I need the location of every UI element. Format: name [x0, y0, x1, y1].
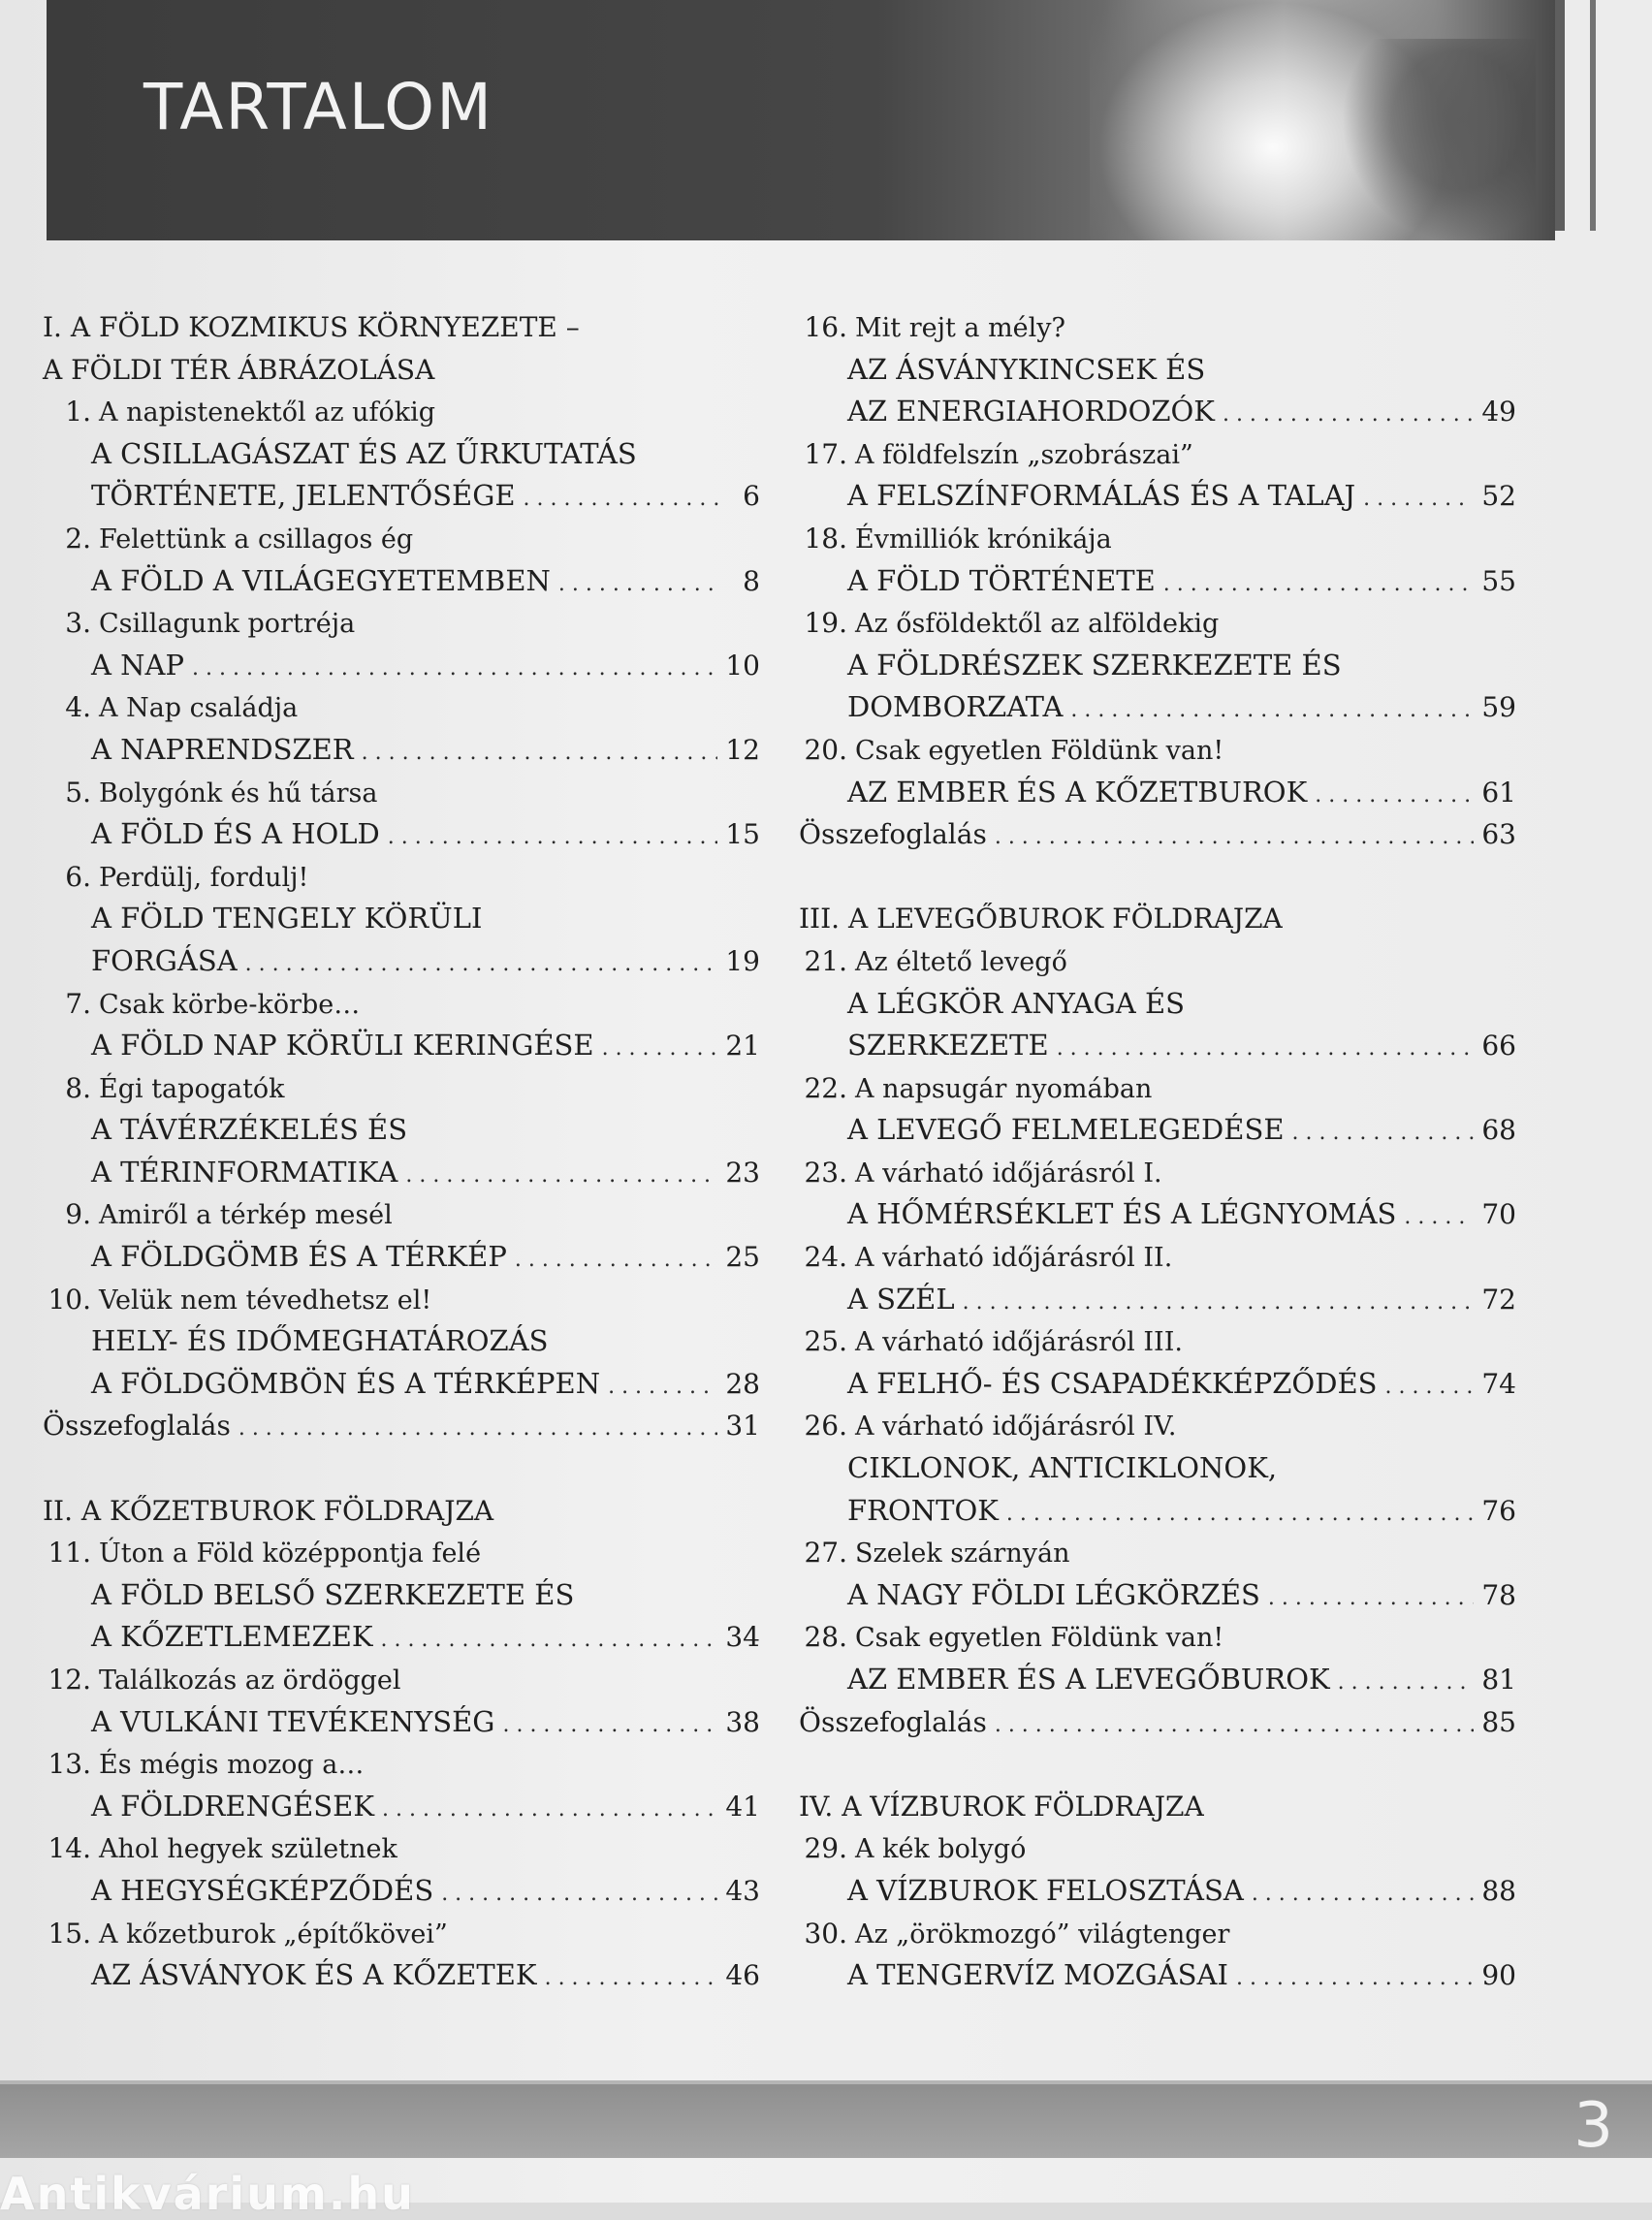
chapter-topic-line — [43, 1109, 760, 1152]
chapter-subtitle-line — [43, 772, 760, 814]
dot-leader — [1404, 1196, 1474, 1239]
chapter-topic: A NAP — [91, 648, 184, 682]
dot-leader — [524, 478, 719, 521]
page-ref: 76 — [1481, 1494, 1516, 1527]
chapter-subtitle-line — [43, 1532, 760, 1574]
chapter-topic: A FÖLDRÉSZEK SZERKEZETE ÉS — [847, 648, 1342, 682]
chapter-topic: A FÖLD TENGELY KÖRÜLI — [91, 902, 483, 936]
page-ref: 23 — [725, 1156, 760, 1189]
header-side-bar-thin — [1590, 0, 1596, 231]
chapter-subtitle: Csak körbe-körbe… — [99, 989, 361, 1020]
chapter-number: 13. — [48, 1748, 91, 1781]
page-ref: 25 — [725, 1241, 760, 1274]
dot-leader — [963, 1282, 1475, 1324]
dot-leader — [1292, 1112, 1475, 1155]
chapter-topic-line — [799, 1447, 1516, 1490]
chapter-number: 5. — [65, 776, 91, 809]
chapter-subtitle-line — [799, 1827, 1516, 1870]
page-ref: 78 — [1481, 1578, 1516, 1611]
dot-leader — [1363, 478, 1474, 521]
chapter-topic-line[interactable] — [799, 1109, 1516, 1152]
chapter-subtitle-line — [799, 602, 1516, 645]
page-ref: 15 — [725, 818, 760, 851]
chapter-topic-line[interactable] — [799, 1025, 1516, 1067]
chapter-subtitle-line — [799, 1320, 1516, 1363]
dot-leader — [1338, 1662, 1475, 1704]
chapter-topic-line[interactable] — [799, 1193, 1516, 1236]
page-ref: 61 — [1481, 776, 1516, 809]
chapter-topic: A FÖLDRENGÉSEK — [91, 1789, 374, 1823]
chapter-topic: AZ ENERGIAHORDOZÓK — [847, 395, 1215, 428]
chapter-subtitle: A várható időjárásról IV. — [855, 1411, 1177, 1443]
page-ref: 21 — [725, 1030, 760, 1062]
chapter-number: 25. — [804, 1325, 847, 1358]
page-ref: 8 — [743, 564, 760, 597]
chapter-subtitle-line — [799, 433, 1516, 476]
chapter-topic: A VÍZBUROK FELOSZTÁSA — [847, 1873, 1244, 1907]
summary-label: Összefoglalás — [43, 1410, 231, 1443]
chapter-subtitle: Felettünk a csillagos ég — [99, 523, 414, 555]
dot-leader — [502, 1704, 717, 1747]
chapter-topic: CIKLONOK, ANTICIKLONOK, — [847, 1451, 1278, 1485]
page-ref: 52 — [1481, 480, 1516, 513]
chapter-subtitle: A kék bolygó — [855, 1834, 1027, 1865]
chapter-subtitle: Amiről a térkép mesél — [99, 1200, 393, 1231]
chapter-subtitle: Csak egyetlen Földünk van! — [855, 1623, 1224, 1654]
chapter-topic: A HEGYSÉGKÉPZŐDÉS — [91, 1873, 434, 1907]
chapter-subtitle: Az éltető levegő — [855, 946, 1067, 977]
section-heading: I. A FÖLD KOZMIKUS KÖRNYEZETE – — [43, 311, 580, 343]
summary-line[interactable] — [799, 813, 1516, 856]
chapter-topic-line — [799, 645, 1516, 687]
chapter-subtitle: A várható időjárásról II. — [855, 1243, 1173, 1274]
section-spacer — [799, 856, 1516, 899]
section-heading: A FÖLDI TÉR ÁBRÁZOLÁSA — [43, 353, 435, 386]
page-ref: 66 — [1481, 1030, 1516, 1062]
chapter-topic-line — [43, 1574, 760, 1617]
chapter-subtitle: Az „örökmozgó” világtenger — [855, 1919, 1230, 1950]
chapter-topic-line[interactable] — [799, 391, 1516, 433]
chapter-topic-line[interactable] — [799, 1490, 1516, 1533]
page-title: TARTALOM — [143, 70, 494, 144]
chapter-topic-line[interactable] — [799, 1363, 1516, 1406]
chapter-topic: A TÁVÉRZÉKELÉS ÉS — [91, 1113, 408, 1147]
chapter-number: 28. — [804, 1621, 847, 1654]
chapter-topic-line[interactable] — [43, 1786, 760, 1828]
dot-leader — [545, 1957, 718, 2000]
chapter-topic-line[interactable] — [799, 1279, 1516, 1321]
chapter-topic: AZ ÁSVÁNYKINCSEK ÉS — [847, 352, 1206, 386]
chapter-topic: DOMBORZATA — [847, 690, 1064, 724]
dot-leader — [382, 1789, 717, 1831]
chapter-subtitle: Csillagunk portréja — [99, 609, 356, 640]
page-ref: 90 — [1481, 1959, 1516, 1992]
chapter-topic: A FÖLDGÖMB ÉS A TÉRKÉP — [91, 1240, 507, 1274]
chapter-topic: SZERKEZETE — [847, 1029, 1049, 1062]
chapter-number: 21. — [804, 944, 847, 977]
chapter-topic-line — [43, 433, 760, 476]
chapter-number: 1. — [65, 396, 91, 428]
dot-leader — [1223, 394, 1474, 436]
chapter-topic: A FÖLD TÖRTÉNETE — [847, 563, 1156, 597]
chapter-topic-line[interactable] — [43, 1152, 760, 1194]
page-ref: 49 — [1481, 396, 1516, 428]
dot-leader — [1268, 1577, 1475, 1620]
chapter-topic: A FÖLD A VILÁGEGYETEMBEN — [91, 563, 551, 597]
chapter-topic-line[interactable] — [43, 1870, 760, 1913]
page-ref: 74 — [1481, 1367, 1516, 1400]
chapter-number: 11. — [48, 1537, 91, 1570]
chapter-topic: AZ ÁSVÁNYOK ÉS A KŐZETEK — [91, 1958, 537, 1992]
dot-leader — [1384, 1366, 1474, 1409]
chapter-subtitle: A várható időjárásról III. — [855, 1327, 1183, 1358]
chapter-subtitle: Csak egyetlen Földünk van! — [855, 735, 1224, 766]
header-side-bar — [1555, 0, 1565, 231]
chapter-subtitle: Találkozás az ördöggel — [99, 1665, 401, 1696]
page-ref: 59 — [1481, 691, 1516, 724]
chapter-subtitle-line — [43, 1659, 760, 1701]
chapter-topic-line[interactable] — [43, 645, 760, 687]
chapter-topic: A NAPRENDSZER — [91, 732, 354, 766]
chapter-subtitle-line — [799, 1616, 1516, 1659]
chapter-subtitle: A várható időjárásról I. — [855, 1158, 1162, 1189]
chapter-topic: A NAGY FÖLDI LÉGKÖRZÉS — [847, 1577, 1260, 1611]
chapter-subtitle-line — [43, 856, 760, 899]
chapter-topic: A HŐMÉRSÉKLET ÉS A LÉGNYOMÁS — [847, 1197, 1397, 1231]
dot-leader — [238, 1408, 718, 1450]
footer-bar — [0, 2080, 1652, 2158]
chapter-subtitle-line — [799, 1532, 1516, 1574]
chapter-topic-line — [43, 1320, 760, 1363]
chapter-subtitle-line — [43, 1743, 760, 1786]
chapter-subtitle-line — [799, 1236, 1516, 1279]
chapter-subtitle: A Nap családja — [99, 693, 299, 724]
chapter-topic: TÖRTÉNETE, JELENTŐSÉGE — [91, 479, 516, 513]
toc-left-column — [43, 306, 760, 1997]
dot-leader — [192, 648, 717, 690]
dot-leader — [381, 1619, 718, 1662]
summary-line[interactable] — [43, 1405, 760, 1447]
chapter-subtitle-line — [799, 940, 1516, 983]
chapter-subtitle: Bolygónk és hű társa — [99, 777, 378, 809]
section-heading: IV. A VÍZBUROK FÖLDRAJZA — [799, 1790, 1204, 1823]
page-ref: 43 — [725, 1874, 760, 1907]
chapter-topic: A FELHŐ- ÉS CSAPADÉKKÉPZŐDÉS — [847, 1366, 1378, 1400]
chapter-number: 20. — [804, 733, 847, 766]
chapter-topic-line[interactable] — [43, 1236, 760, 1279]
chapter-number: 26. — [804, 1410, 847, 1443]
dot-leader — [558, 563, 719, 606]
page-ref: 19 — [725, 944, 760, 977]
chapter-topic: A FELSZÍNFORMÁLÁS ÉS A TALAJ — [847, 479, 1356, 513]
chapter-topic-line[interactable] — [43, 1701, 760, 1744]
chapter-subtitle: Szelek szárnyán — [855, 1538, 1070, 1570]
chapter-number: 29. — [804, 1832, 847, 1865]
chapter-subtitle: A napistenektől az ufókig — [99, 397, 436, 428]
chapter-number: 8. — [65, 1071, 91, 1104]
chapter-topic: AZ EMBER ÉS A KŐZETBUROK — [847, 775, 1308, 809]
section-spacer — [799, 1743, 1516, 1786]
dot-leader — [1236, 1957, 1474, 2000]
chapter-number: 18. — [804, 522, 847, 555]
chapter-subtitle-line — [43, 602, 760, 645]
chapter-topic: A LEVEGŐ FELMELEGEDÉSE — [847, 1113, 1285, 1147]
chapter-topic: A FÖLDGÖMBÖN ÉS A TÉRKÉPEN — [91, 1366, 601, 1400]
chapter-number: 24. — [804, 1241, 847, 1274]
page-ref: 68 — [1481, 1114, 1516, 1147]
page-ref: 55 — [1481, 564, 1516, 597]
chapter-topic-line[interactable] — [799, 1954, 1516, 1997]
chapter-topic: A VULKÁNI TEVÉKENYSÉG — [91, 1704, 495, 1738]
chapter-subtitle-line — [799, 1405, 1516, 1447]
chapter-number: 7. — [65, 987, 91, 1020]
section-heading: II. A KŐZETBUROK FÖLDRAJZA — [43, 1494, 494, 1527]
chapter-number: 10. — [48, 1283, 91, 1316]
chapter-topic-line[interactable] — [799, 686, 1516, 729]
chapter-number: 15. — [48, 1917, 91, 1950]
chapter-topic-line[interactable] — [799, 475, 1516, 518]
chapter-number: 6. — [65, 860, 91, 893]
chapter-subtitle: Égi tapogatók — [99, 1073, 285, 1104]
chapter-number: 2. — [65, 522, 91, 555]
chapter-subtitle: A kőzetburok „építőkövei” — [99, 1919, 448, 1950]
chapter-topic-line — [799, 349, 1516, 392]
dot-leader — [515, 1239, 718, 1282]
chapter-subtitle-line — [43, 391, 760, 433]
chapter-topic-line[interactable] — [799, 1659, 1516, 1701]
chapter-topic-line[interactable] — [799, 1574, 1516, 1617]
dot-leader — [1006, 1493, 1474, 1536]
chapter-topic-line[interactable] — [43, 940, 760, 983]
chapter-subtitle-line — [43, 686, 760, 729]
page-ref: 12 — [725, 733, 760, 766]
chapter-subtitle-line — [43, 1279, 760, 1321]
chapter-subtitle: Mit rejt a mély? — [855, 313, 1066, 343]
chapter-topic: A TÉRINFORMATIKA — [91, 1155, 398, 1189]
chapter-subtitle: Évmilliók krónikája — [855, 523, 1112, 555]
chapter-number: 9. — [65, 1198, 91, 1231]
chapter-topic: FRONTOK — [847, 1493, 999, 1527]
chapter-subtitle-line — [799, 1152, 1516, 1194]
chapter-topic-line — [43, 898, 760, 940]
chapter-topic-line[interactable] — [43, 729, 760, 772]
chapter-number: 4. — [65, 691, 91, 724]
chapter-subtitle-line — [799, 1913, 1516, 1955]
chapter-topic: A FÖLD NAP KÖRÜLI KERINGÉSE — [91, 1029, 594, 1062]
chapter-subtitle: A földfelszín „szobrászai” — [855, 439, 1193, 470]
chapter-number: 3. — [65, 607, 91, 640]
chapter-subtitle: Az ősföldektől az alföldekig — [855, 609, 1220, 640]
chapter-topic-line[interactable] — [43, 1363, 760, 1406]
chapter-topic: A FÖLD ÉS A HOLD — [91, 817, 380, 851]
chapter-topic: A SZÉL — [847, 1282, 955, 1316]
dot-leader — [441, 1873, 717, 1916]
chapter-subtitle: Perdülj, fordulj! — [99, 862, 309, 893]
chapter-number: 23. — [804, 1156, 847, 1189]
summary-label: Összefoglalás — [799, 1705, 987, 1738]
dot-leader — [245, 943, 718, 986]
page-ref: 81 — [1481, 1664, 1516, 1696]
chapter-number: 27. — [804, 1537, 847, 1570]
chapter-topic-line[interactable] — [43, 560, 760, 603]
dot-leader — [362, 732, 718, 775]
chapter-topic-line[interactable] — [799, 772, 1516, 814]
summary-label: Összefoglalás — [799, 818, 987, 851]
chapter-subtitle: A napsugár nyomában — [855, 1073, 1153, 1104]
chapter-topic-line[interactable] — [43, 1025, 760, 1067]
chapter-subtitle-line — [799, 518, 1516, 560]
chapter-subtitle-line — [43, 1827, 760, 1870]
chapter-topic: A FÖLD BELSŐ SZERKEZETE ÉS — [91, 1577, 575, 1611]
chapter-topic-line[interactable] — [43, 1616, 760, 1659]
chapter-subtitle: Úton a Föld középpontja felé — [99, 1538, 482, 1570]
chapter-topic-line[interactable] — [43, 813, 760, 856]
page-ref: 85 — [1481, 1705, 1516, 1738]
chapter-topic: A CSILLAGÁSZAT ÉS AZ ŰRKUTATÁS — [91, 436, 637, 470]
chapter-subtitle-line — [799, 306, 1516, 349]
page-ref: 63 — [1481, 818, 1516, 851]
chapter-subtitle-line — [43, 1067, 760, 1110]
page-ref: 6 — [743, 480, 760, 513]
chapter-subtitle-line — [43, 1193, 760, 1236]
chapter-subtitle-line — [799, 729, 1516, 772]
dot-leader — [995, 1704, 1475, 1747]
dot-leader — [1315, 775, 1474, 817]
chapter-topic-line[interactable] — [799, 1870, 1516, 1913]
page-ref: 41 — [725, 1790, 760, 1823]
chapter-topic-line — [799, 983, 1516, 1026]
chapter-topic: A TENGERVÍZ MOZGÁSAI — [847, 1958, 1228, 1992]
chapter-topic: A LÉGKÖR ANYAGA ÉS — [847, 986, 1185, 1020]
chapter-subtitle-line — [43, 518, 760, 560]
chapter-topic: AZ EMBER ÉS A LEVEGŐBUROK — [847, 1663, 1330, 1696]
page-ref: 34 — [725, 1621, 760, 1654]
chapter-number: 19. — [804, 607, 847, 640]
chapter-number: 14. — [48, 1832, 91, 1865]
page-ref: 46 — [725, 1959, 760, 1992]
chapter-topic: HELY- ÉS IDŐMEGHATÁROZÁS — [91, 1324, 549, 1358]
chapter-topic: FORGÁSA — [91, 943, 238, 977]
chapter-number: 22. — [804, 1071, 847, 1104]
chapter-topic-line[interactable] — [799, 560, 1516, 603]
header-banner — [47, 0, 1555, 240]
page-ref: 88 — [1481, 1874, 1516, 1907]
page-ref: 38 — [725, 1705, 760, 1738]
header-photo-rock — [1342, 39, 1536, 240]
dot-leader — [608, 1366, 717, 1409]
dot-leader — [602, 1028, 718, 1070]
chapter-subtitle-line — [799, 1067, 1516, 1110]
page-ref: 10 — [725, 649, 760, 682]
page-number: 3 — [1573, 2090, 1613, 2162]
dot-leader — [1163, 563, 1475, 606]
chapter-subtitle-line — [43, 983, 760, 1026]
chapter-subtitle: Ahol hegyek születnek — [99, 1834, 397, 1865]
chapter-number: 17. — [804, 437, 847, 470]
dot-leader — [388, 816, 718, 859]
dot-leader — [1057, 1028, 1475, 1070]
watermark-text: Antikvárium.hu — [0, 2168, 415, 2220]
dot-leader — [405, 1155, 717, 1197]
chapter-topic: A KŐZETLEMEZEK — [91, 1620, 373, 1654]
chapter-subtitle-line — [43, 1913, 760, 1955]
page-ref: 28 — [725, 1367, 760, 1400]
chapter-number: 16. — [804, 311, 847, 343]
summary-line[interactable] — [799, 1701, 1516, 1744]
toc-right-column — [799, 306, 1516, 1997]
page-ref: 70 — [1481, 1198, 1516, 1231]
chapter-subtitle: És mégis mozog a… — [99, 1750, 365, 1781]
chapter-subtitle: Velük nem tévedhetsz el! — [99, 1284, 432, 1316]
chapter-number: 30. — [804, 1917, 847, 1950]
chapter-topic-line[interactable] — [43, 475, 760, 518]
chapter-topic-line[interactable] — [43, 1954, 760, 1997]
page-ref: 72 — [1481, 1283, 1516, 1316]
section-heading: III. A LEVEGŐBUROK FÖLDRAJZA — [799, 903, 1283, 936]
section-spacer — [43, 1447, 760, 1490]
dot-leader — [995, 816, 1475, 859]
dot-leader — [1070, 689, 1474, 732]
dot-leader — [1252, 1873, 1475, 1916]
page-ref: 31 — [725, 1410, 760, 1443]
chapter-number: 12. — [48, 1664, 91, 1696]
